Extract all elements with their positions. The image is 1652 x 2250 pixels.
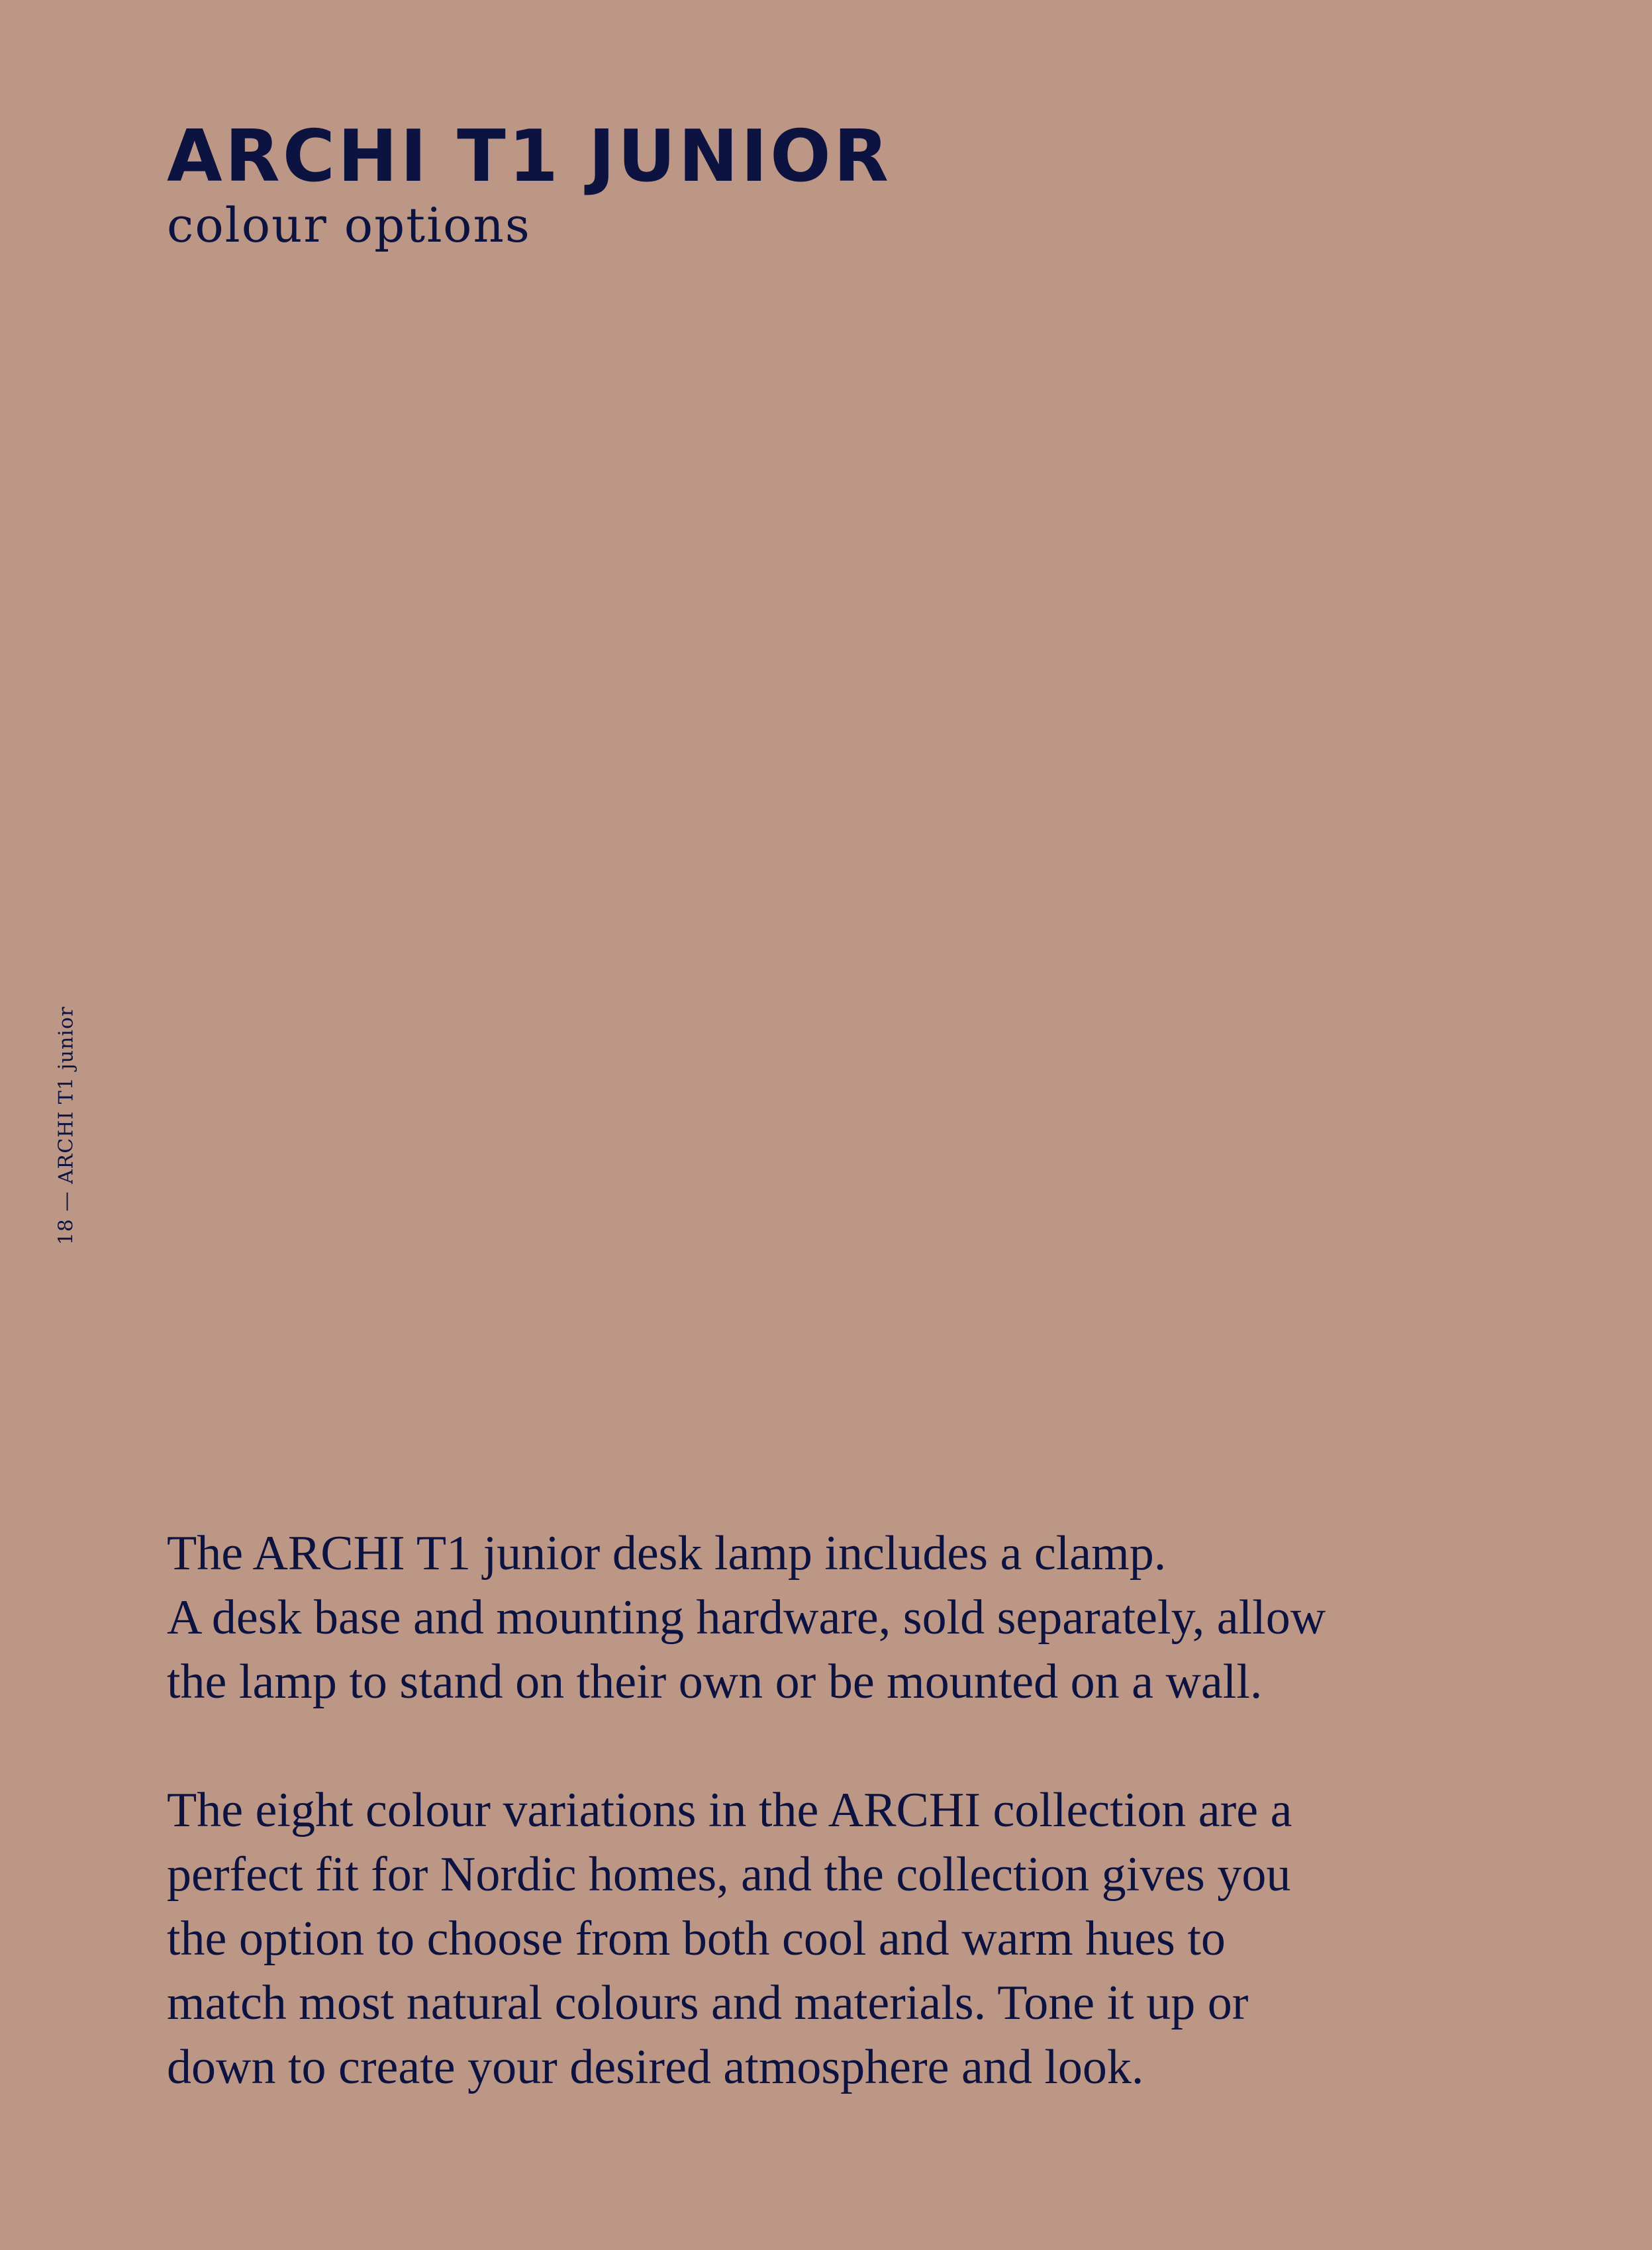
- body-line: the option to choose from both cool and warm hues to: [167, 1912, 1226, 1966]
- body-paragraph-2: [167, 1779, 1425, 2100]
- body-line: The ARCHI T1 junior desk lamp includes a clamp.: [167, 1526, 1167, 1581]
- page-title: ARCHI T1 JUNIOR: [167, 115, 892, 198]
- body-line: down to create your desired atmosphere and look.: [167, 2040, 1144, 2094]
- page-subtitle: colour options: [167, 197, 531, 253]
- body-line: The eight colour variations in the ARCHI collection are a: [167, 1783, 1292, 1837]
- page-header: [167, 115, 892, 254]
- body-line: match most natural colours and materials. Tone it up or: [167, 1976, 1249, 2030]
- page-number-label: 18 — ARCHI T1 junior: [54, 1006, 78, 1246]
- body-line: A desk base and mounting hardware, sold separately, allow: [167, 1590, 1326, 1645]
- body-line: perfect fit for Nordic homes, and the collection gives you: [167, 1847, 1291, 1902]
- body-line: the lamp to stand on their own or be mounted on a wall.: [167, 1655, 1263, 1709]
- body-paragraph-1: [167, 1522, 1425, 1714]
- body-text: [167, 1522, 1425, 2164]
